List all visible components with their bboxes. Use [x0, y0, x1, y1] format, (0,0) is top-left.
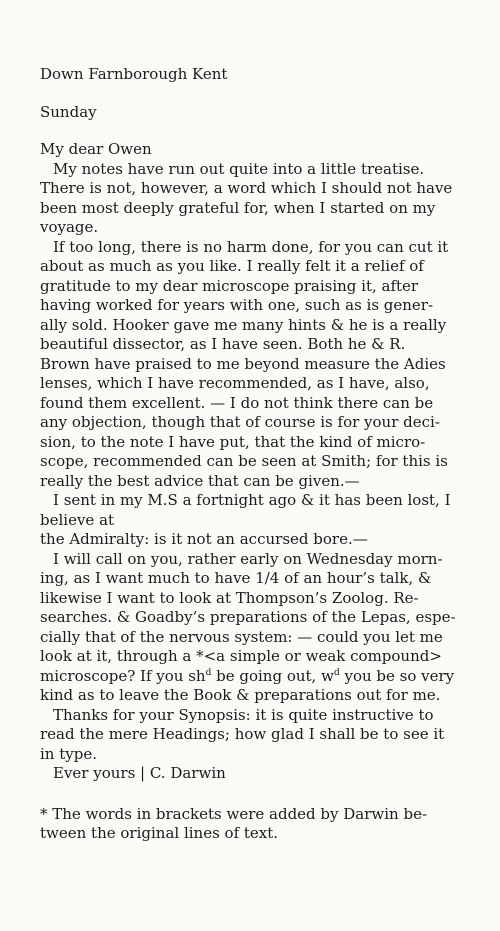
text-line: read the mere Headings; how glad I shall be to see it: [40, 725, 445, 743]
letter-paragraph-1: [40, 160, 460, 238]
text-line: scope, recommended can be seen at Smith; for this is: [40, 452, 448, 470]
text-line: any objection, though that of course is for your deci-: [40, 413, 440, 431]
letter-paragraph-2: [40, 238, 460, 492]
letter-salutation: My dear Owen: [40, 140, 152, 158]
letter-paragraph-5: [40, 706, 460, 765]
text-line: believe at: [40, 510, 115, 529]
text-segment: be going out, w: [211, 666, 334, 685]
text-line: My notes have run out quite into a little treatise.: [53, 159, 425, 178]
text-line: having worked for years with one, such as is gener-: [40, 296, 434, 314]
letter-page: [40, 65, 460, 844]
text-line: found them excellent. — I do not think there can be: [40, 393, 434, 412]
text-line: cially that of the nervous system: — could you let me: [40, 627, 443, 646]
text-line-superscripts: [40, 667, 460, 687]
text-line: I sent in my M.S a fortnight ago & it has been lost, I: [53, 491, 451, 509]
letter-address: Down Farnborough Kent: [40, 65, 228, 83]
text-line: There is not, however, a word which I should not have: [40, 179, 453, 197]
superscript: d: [333, 667, 340, 678]
footnote: [40, 805, 460, 844]
text-line: ing, as I want much to have 1/4 of an hour’s talk, &: [40, 569, 432, 587]
text-line: sion, to the note I have put, that the kind of micro-: [40, 432, 426, 451]
text-line: gratitude to my dear microscope praising it, after: [40, 276, 419, 295]
text-line: in type.: [40, 744, 97, 763]
letter-closing: Ever yours | C. Darwin: [53, 764, 226, 782]
text-line: I will call on you, rather early on Wednesday morn-: [53, 549, 443, 568]
superscript: d: [205, 667, 212, 678]
text-line: voyage.: [40, 218, 99, 236]
footnote-line: tween the original lines of text.: [40, 824, 279, 842]
text-line: kind as to leave the Book & preparations out for me.: [40, 686, 441, 704]
text-line: really the best advice that can be given.—: [40, 471, 360, 490]
text-line: ally sold. Hooker gave me many hints & he is a really: [40, 315, 447, 334]
text-line: Thanks for your Synopsis: it is quite instructive to: [53, 705, 434, 724]
letter-paragraph-4: [40, 550, 460, 706]
text-line: If too long, there is no harm done, for you can cut it: [53, 237, 449, 256]
text-line: the Admiralty: is it not an accursed bore.—: [40, 530, 368, 548]
text-segment: microscope? If you sh: [40, 666, 206, 685]
text-line: lenses, which I have recommended, as I have, also,: [40, 374, 430, 392]
letter-day: Sunday: [40, 102, 97, 121]
text-line: Brown have praised to me beyond measure the Adies: [40, 354, 446, 373]
text-line: about as much as you like. I really felt it a relief of: [40, 257, 424, 275]
text-segment: you be so very: [339, 666, 455, 685]
text-line: look at it, through a *<a simple or weak compound>: [40, 647, 442, 665]
footnote-line: * The words in brackets were added by Darwin be-: [40, 804, 428, 823]
text-line: beautiful dissector, as I have seen. Both he & R.: [40, 335, 406, 353]
letter-paragraph-3: [40, 491, 460, 550]
text-line: searches. & Goadby’s preparations of the Lepas, espe-: [40, 608, 456, 626]
text-line: likewise I want to look at Thompson’s Zoolog. Re-: [40, 588, 419, 607]
text-line: been most deeply grateful for, when I started on my: [40, 198, 436, 217]
